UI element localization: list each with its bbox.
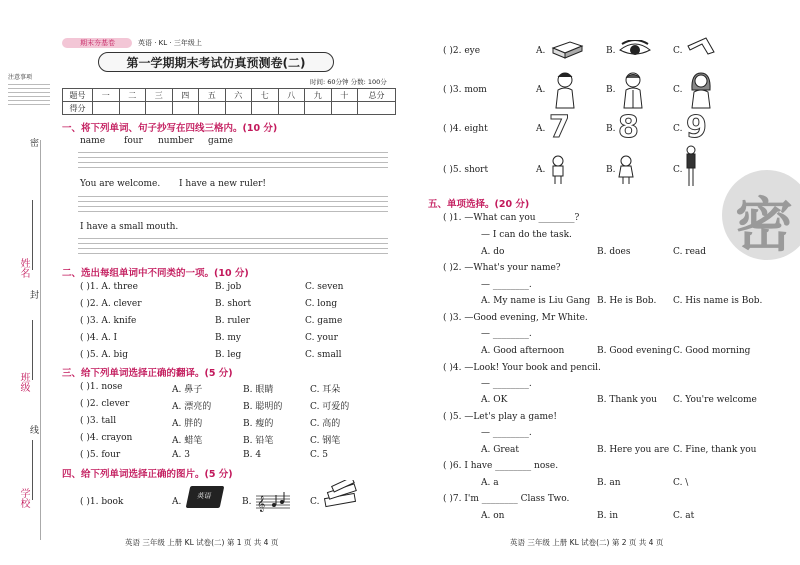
score-input[interactable] [305,102,332,115]
question[interactable]: ( )7. I'm ________ Class Two. [443,494,570,504]
question-line-2: — ________. [481,329,532,339]
option-b[interactable]: B. 铅笔 [243,436,274,446]
score-table-score-row [63,102,396,115]
section-3-title: 三、给下列单词选择正确的翻译。(5 分) [62,368,233,379]
question[interactable]: ( )3. tall [80,416,117,426]
option-a[interactable]: A. OK [481,395,508,405]
question[interactable]: ( )2. A. clever [80,299,142,309]
score-cell: 九 [305,89,332,102]
score-table-header-row [63,89,396,102]
man-icon [618,70,648,110]
page-title: 第一学期期末考试仿真预测卷(二) [98,52,334,72]
question[interactable]: ( )1. nose [80,382,123,392]
score-cell: 七 [252,89,279,102]
option-c[interactable]: C. You're welcome [673,395,757,405]
name-label: 姓名 [18,258,29,278]
option-b[interactable]: B. Thank you [597,395,657,405]
score-cell: 十 [331,89,358,102]
score-row-label: 得分 [63,102,93,115]
tall-boy-icon [684,145,698,187]
book-picture-label: 英语 [196,492,213,500]
eraser-icon [550,38,584,60]
ruler-icon [686,36,716,58]
girl-icon [618,155,634,185]
option-a[interactable]: A. [536,46,546,56]
option-b[interactable]: B. 聪明的 [243,402,283,412]
score-input[interactable] [93,102,120,115]
section-5-title: 五、单项选择。(20 分) [428,199,530,210]
score-cell: 二 [119,89,146,102]
score-input[interactable] [172,102,199,115]
eye-icon [618,40,652,58]
score-cell: 题号 [63,89,93,102]
option-a[interactable]: A. [536,124,546,134]
woman-icon [686,70,716,110]
option-c[interactable]: C. long [305,299,338,309]
question-line-2: — I can do the task. [481,230,572,240]
option-a[interactable]: A. 胖的 [172,419,203,429]
footer-left: 英语 三年级 上册 KL 试卷(二) 第 1 页 共 4 页 [125,538,279,547]
option-c[interactable]: C. [673,46,683,56]
writing-lines-1[interactable] [78,152,388,172]
option-a[interactable]: A. [536,85,546,95]
option-b[interactable]: B. 瘦的 [243,419,274,429]
section-2-title: 二、选出每组单词中不同类的一项。(10 分) [62,268,249,279]
footer-right: 英语 三年级 上册 KL 试卷(二) 第 2 页 共 4 页 [510,538,664,547]
question-line-2: — ________. [481,428,532,438]
books-stack-icon [322,480,362,510]
class-field[interactable] [32,320,33,380]
option-a[interactable]: A. 鼻子 [172,385,203,395]
option-b[interactable]: B. short [215,299,252,309]
question[interactable]: ( )4. eight [443,124,488,134]
score-cell: 五 [199,89,226,102]
option-a[interactable]: A. do [481,247,505,257]
question-line-2: — ________. [481,280,532,290]
score-input[interactable] [199,102,226,115]
option-c[interactable]: C. Good morning [673,346,751,356]
score-cell: 六 [225,89,252,102]
option-c[interactable]: C. game [305,316,343,326]
question[interactable]: ( )2. —What's your name? [443,263,561,273]
score-cell: 一 [93,89,120,102]
option-a[interactable]: A. Great [481,445,520,455]
option-b[interactable]: B. He is Bob. [597,296,657,306]
word: name [80,136,106,146]
option-b[interactable]: B. ruler [215,316,250,326]
question[interactable]: ( )5. —Let's play a game! [443,412,557,422]
score-cell: 四 [172,89,199,102]
option-c[interactable]: C. 5 [310,450,329,460]
option-b[interactable]: B. Good evening [597,346,672,356]
svg-text:𝄞: 𝄞 [257,496,266,512]
option-b[interactable]: B. [242,497,252,507]
option-a[interactable]: A. Good afternoon [481,346,565,356]
option-c[interactable]: C. 高的 [310,419,341,429]
boy-icon [550,70,580,110]
score-input[interactable] [146,102,173,115]
option-b[interactable]: B. [606,124,616,134]
option-b[interactable]: B. an [597,478,621,488]
writing-lines-3[interactable] [78,238,388,258]
option-b[interactable]: B. 眼睛 [243,385,274,395]
option-c[interactable]: C. [673,165,683,175]
option-a[interactable]: A. My name is Liu Gang [481,296,591,306]
option-c[interactable]: C. your [305,333,338,343]
question[interactable]: ( )1. book [80,497,124,507]
sentence: I have a new ruler! [179,179,266,189]
option-b[interactable]: B. leg [215,350,242,360]
question[interactable]: ( )4. crayon [80,433,133,443]
option-c[interactable]: C. small [305,350,342,360]
question[interactable]: ( )3. —Good evening, Mr White. [443,313,588,323]
time-score-info: 时间: 60分钟 分数: 100分 [310,78,387,86]
option-a[interactable]: A. a [481,478,499,488]
score-cell: 三 [146,89,173,102]
class-label: 班级 [18,372,29,392]
score-cell: 八 [278,89,305,102]
option-a[interactable]: A. [536,165,546,175]
option-c[interactable]: C. [673,124,683,134]
word: game [208,136,233,146]
question[interactable]: ( )2. clever [80,399,130,409]
number-nine-picture: 9 [686,110,707,145]
score-table [62,88,396,115]
option-b[interactable]: B. 4 [243,450,262,460]
option-b[interactable]: B. job [215,282,242,292]
binding-line [40,140,41,540]
score-input[interactable] [225,102,252,115]
seal-mark-1: 密 [28,138,38,147]
option-b[interactable]: B. Here you are [597,445,670,455]
book-picture [186,486,225,508]
score-input[interactable] [278,102,305,115]
notice-title: 注意事项 [8,74,33,81]
short-boy-icon [550,155,566,185]
option-c[interactable]: C. Fine, thank you [673,445,757,455]
name-field[interactable] [32,200,33,270]
option-c[interactable]: C. seven [305,282,344,292]
notice-lines [8,84,50,105]
music-notes-icon [256,490,290,512]
option-b[interactable]: B. in [597,511,619,521]
school-label: 学校 [18,488,29,508]
option-a[interactable]: A. on [481,511,505,521]
section-4-title: 四、给下列单词选择正确的图片。(5 分) [62,469,233,480]
header-info: 英语 · KL · 三年级上 [138,39,202,47]
option-b[interactable]: B. my [215,333,241,343]
question[interactable]: ( )5. four [80,450,121,460]
word: number [158,136,194,146]
score-input[interactable] [331,102,358,115]
question[interactable]: ( )5. short [443,165,489,175]
option-c[interactable]: C. \ [673,478,689,488]
option-c[interactable]: C. [673,85,683,95]
question[interactable]: ( )6. I have ________ nose. [443,461,559,471]
section-1-title: 一、将下列单词、句子抄写在四线三格内。(10 分) [62,123,278,134]
writing-lines-2[interactable] [78,196,388,216]
school-field[interactable] [32,440,33,500]
question[interactable]: ( )4. A. I [80,333,118,343]
number-seven-picture: 7 [549,110,570,145]
question[interactable]: ( )1. A. three [80,282,138,292]
question[interactable]: ( )3. A. knife [80,316,137,326]
stamp-text: 密 [735,191,794,259]
sentence: I have a small mouth. [80,222,179,232]
question[interactable]: ( )2. eye [443,46,481,56]
option-b[interactable]: B. [606,165,616,175]
question[interactable]: ( )3. mom [443,85,487,95]
seal-mark-3: 线 [28,425,38,434]
notice-block [8,72,50,108]
question[interactable]: ( )4. —Look! Your book and pencil. [443,363,601,373]
option-a[interactable]: A. 蜡笔 [172,436,203,446]
option-c[interactable]: C. 耳朵 [310,385,341,395]
option-b[interactable]: B. does [597,247,631,257]
option-c[interactable]: C. at [673,511,695,521]
option-a[interactable]: A. [172,497,182,507]
option-c[interactable]: C. His name is Bob. [673,296,763,306]
score-cell: 总分 [358,89,396,102]
question-line-2: — ________. [481,379,532,389]
sentence: You are welcome. [80,179,161,189]
score-input[interactable] [252,102,279,115]
banner-text: 期末夯基卷 [80,39,115,47]
score-input[interactable] [119,102,146,115]
number-eight-picture: 8 [618,110,639,145]
score-input[interactable] [358,102,396,115]
option-a[interactable]: A. 漂亮的 [172,402,212,412]
question[interactable]: ( )5. A. big [80,350,128,360]
option-a[interactable]: A. 3 [172,450,190,460]
option-c[interactable]: C. 可爱的 [310,402,350,412]
option-c[interactable]: C. 钢笔 [310,436,341,446]
option-b[interactable]: B. [606,46,616,56]
option-b[interactable]: B. [606,85,616,95]
seal-mark-2: 封 [28,290,38,299]
question[interactable]: ( )1. —What can you ________? [443,213,580,223]
option-c[interactable]: C. [310,497,320,507]
option-c[interactable]: C. read [673,247,707,257]
word: four [124,136,143,146]
